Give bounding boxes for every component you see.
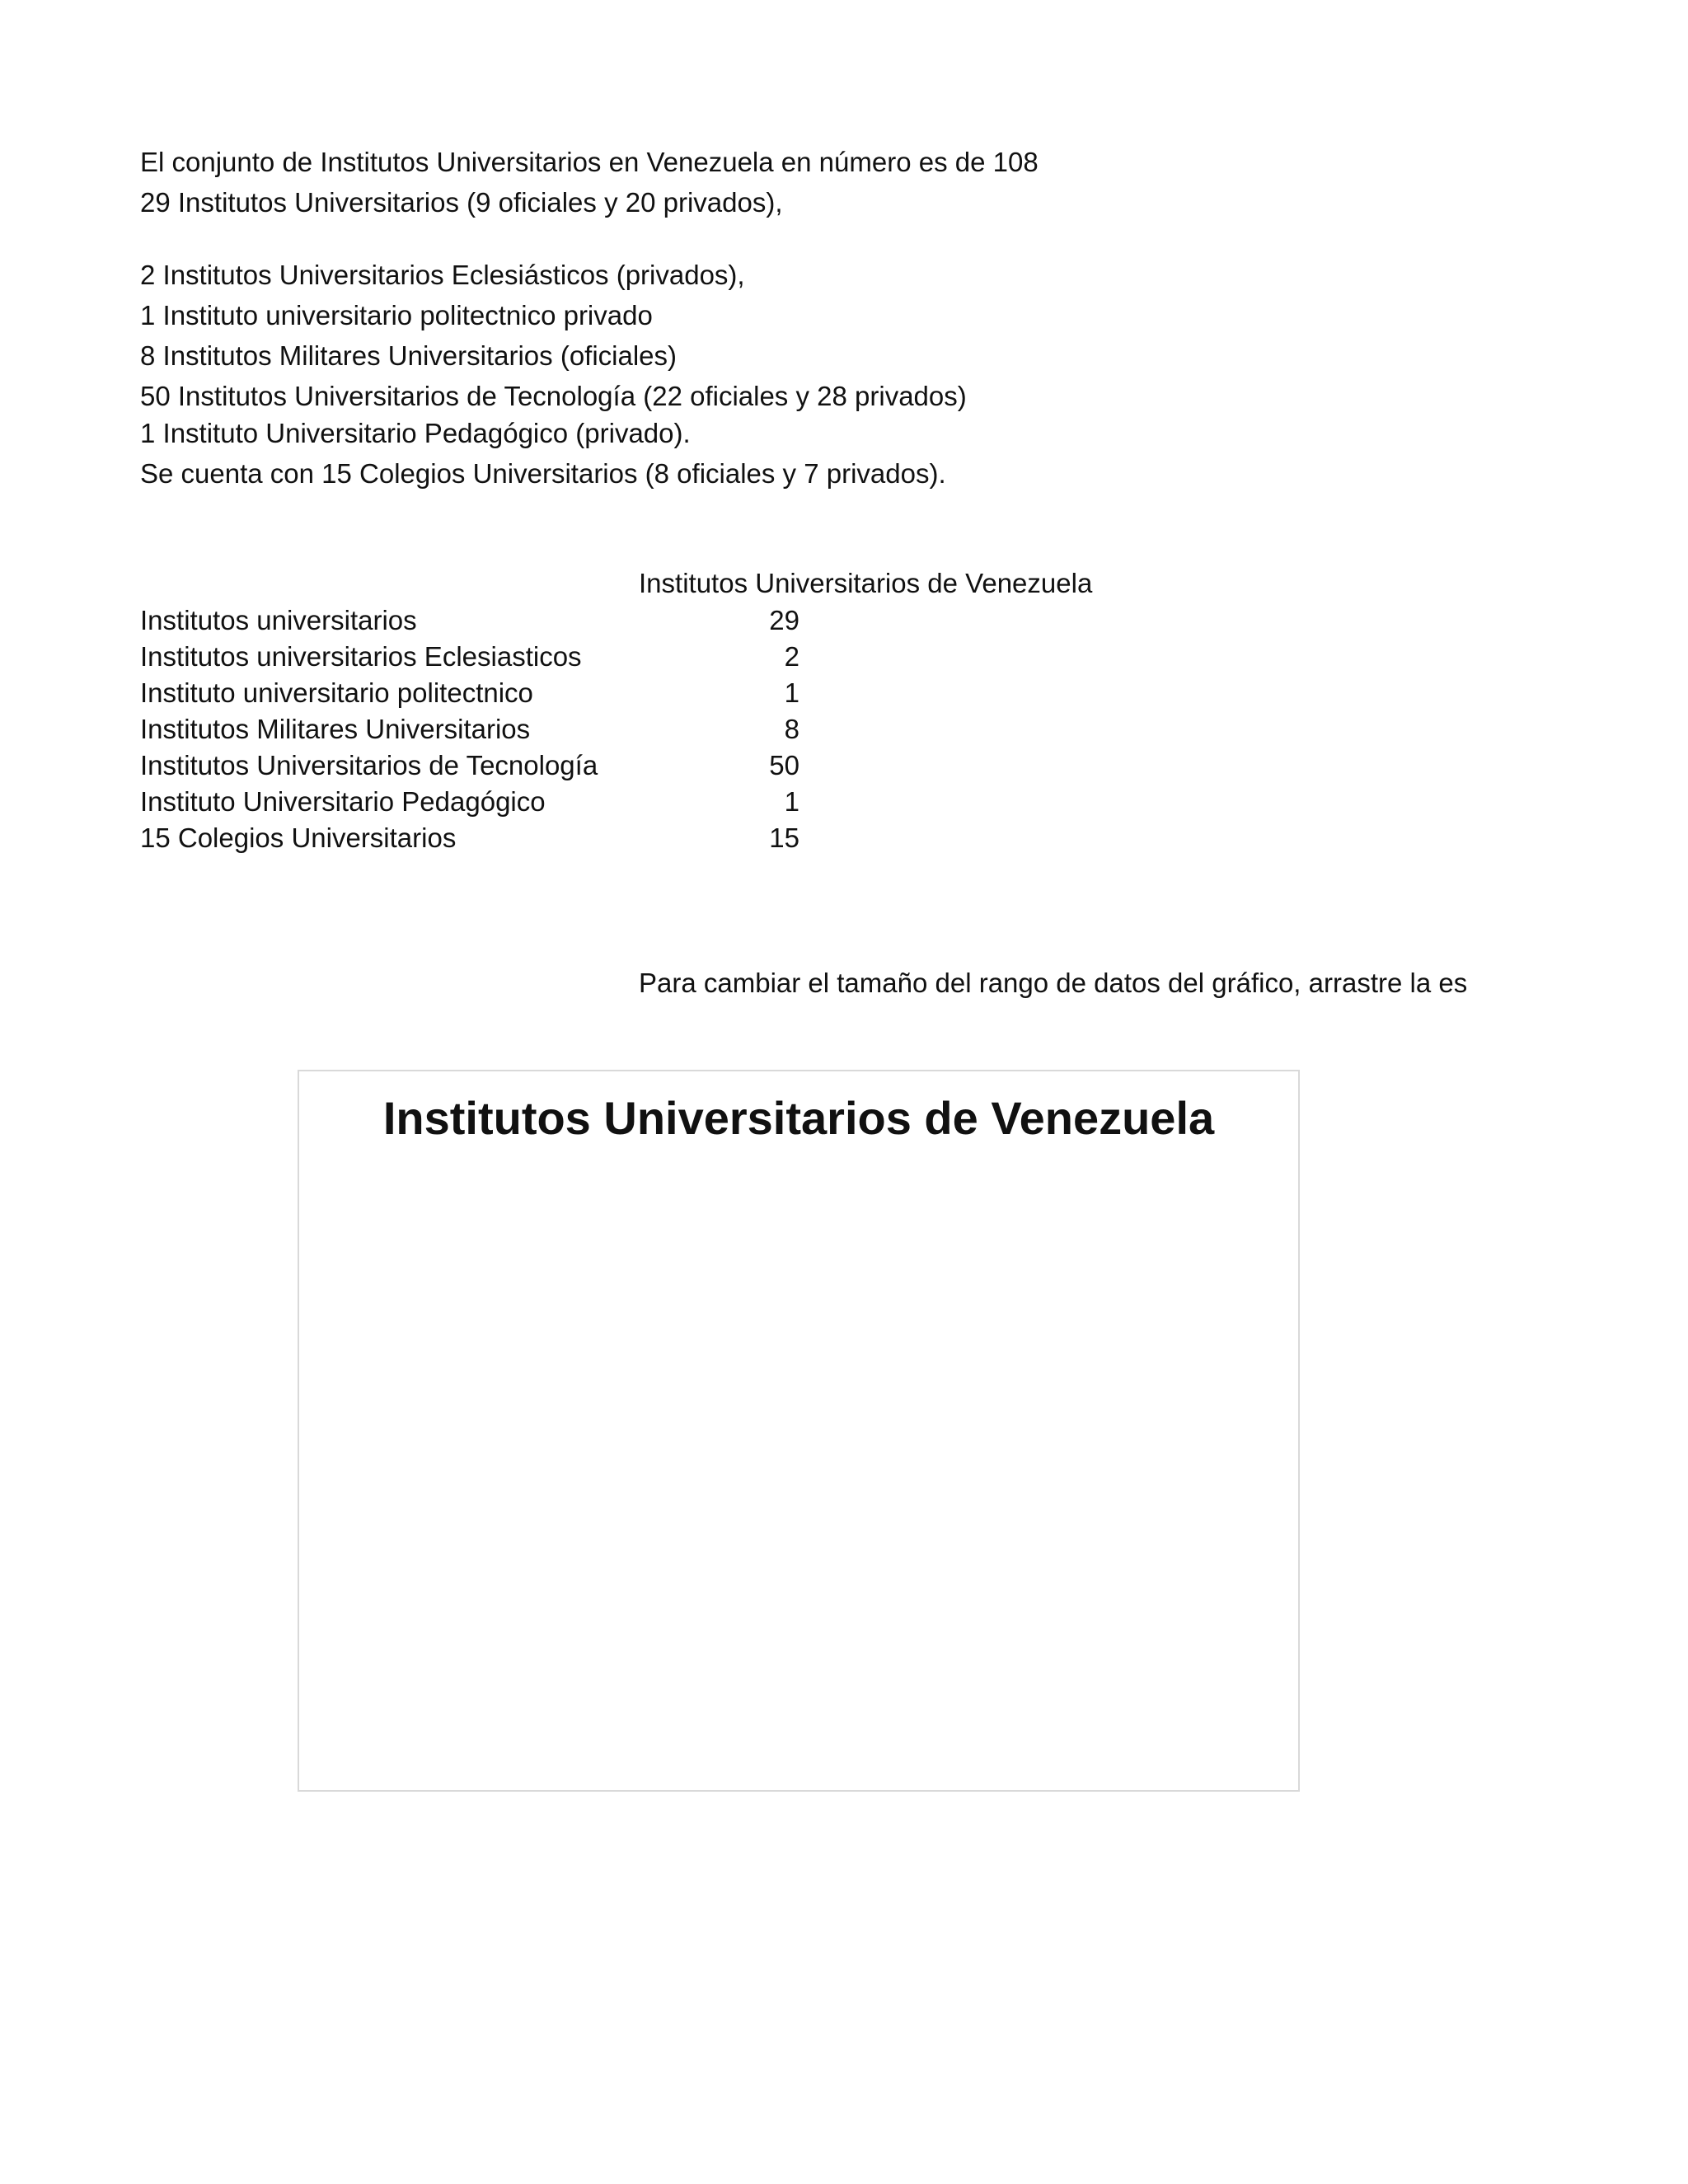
- table-row: [140, 602, 799, 639]
- chart-range-note: Para cambiar el tamaño del rango de datos del gráfico, arrastre la es: [639, 968, 1467, 998]
- table-row: [140, 748, 799, 784]
- row-label: Instituto universitario politectnico: [140, 677, 533, 708]
- intro-line: 8 Institutos Militares Universitarios (oficiales): [140, 340, 678, 371]
- row-label: 15 Colegios Universitarios: [140, 823, 457, 853]
- row-label: Institutos Universitarios de Tecnología: [140, 750, 598, 780]
- table-row: [140, 784, 799, 820]
- intro-line: 50 Institutos Universitarios de Tecnología (22 oficiales y 28 privados): [140, 381, 967, 411]
- row-label: Instituto Universitario Pedagógico: [140, 786, 546, 817]
- table-row: [140, 639, 799, 675]
- row-value: 2: [784, 641, 799, 672]
- row-label: Institutos universitarios: [140, 605, 417, 635]
- row-value: 50: [769, 750, 799, 780]
- table-header: Institutos Universitarios de Venezuela: [639, 568, 1093, 598]
- intro-line: El conjunto de Institutos Universitarios en Venezuela en número es de 108: [140, 147, 1039, 177]
- intro-line: 1 Instituto Universitario Pedagógico (privado).: [140, 418, 691, 448]
- intro-line: Se cuenta con 15 Colegios Universitarios (8 oficiales y 7 privados).: [140, 458, 946, 489]
- row-label: Institutos universitarios Eclesiasticos: [140, 641, 582, 672]
- data-table: [140, 602, 799, 856]
- row-value: 8: [784, 714, 799, 744]
- intro-line: 29 Institutos Universitarios (9 oficiales y 20 privados),: [140, 187, 783, 218]
- intro-line: 1 Instituto universitario politectnico privado: [140, 300, 653, 330]
- intro-line: 2 Institutos Universitarios Eclesiásticos (privados),: [140, 260, 745, 290]
- chart-title: Institutos Universitarios de Venezuela: [382, 1092, 1215, 1144]
- table-row: [140, 711, 799, 748]
- row-value: 1: [784, 786, 799, 817]
- table-row: [140, 820, 799, 856]
- chart-plot-area: [332, 1170, 1265, 1764]
- row-label: Institutos Militares Universitarios: [140, 714, 531, 744]
- row-value: 15: [769, 823, 799, 853]
- table-row: [140, 675, 799, 711]
- row-value: 29: [769, 605, 799, 635]
- chart-frame[interactable]: [298, 1070, 1300, 1792]
- row-value: 1: [784, 677, 799, 708]
